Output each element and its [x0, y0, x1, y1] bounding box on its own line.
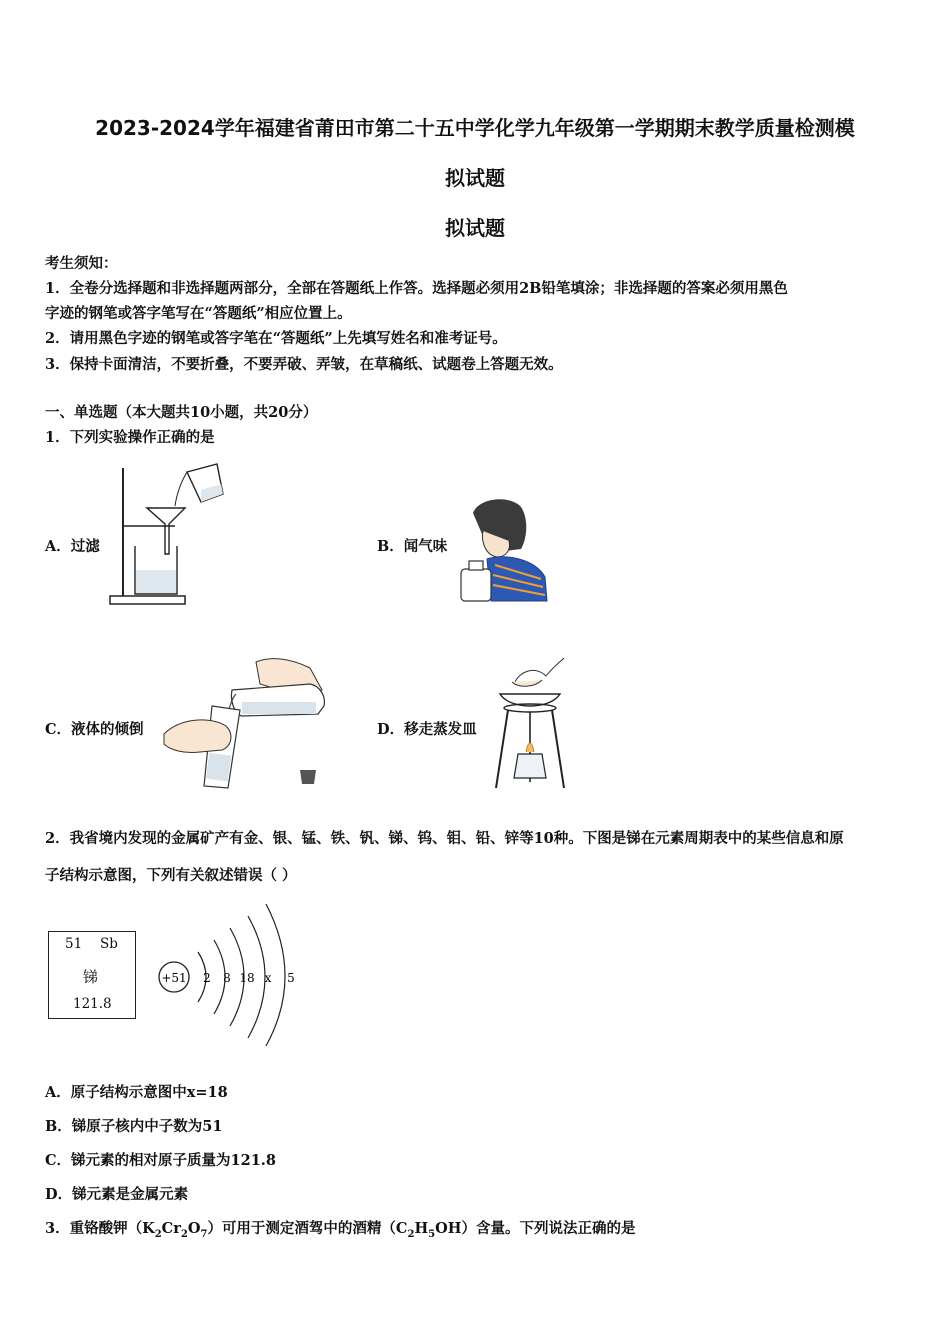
shell-electrons-1: 2: [203, 971, 211, 985]
notice-item-2: 2．请用黑色字迹的钢笔或答字笔在“答题纸”上先填写姓名和准考证号。: [45, 330, 507, 347]
q1-option-b: B．闻气味: [377, 538, 448, 555]
exam-title-line2: 拟试题: [445, 166, 505, 190]
section-heading: 一、单选题（本大题共10小题，共20分）: [45, 404, 318, 421]
element-atomic-number: 51: [65, 936, 83, 952]
exam-title-line1: 2023-2024学年福建省莆田市第二十五中学化学九年级第一学期期末教学质量检测模: [95, 116, 855, 140]
q1-option-c: C．液体的倾倒: [45, 721, 144, 738]
element-atomic-mass: 121.8: [73, 996, 112, 1012]
element-symbol: Sb: [100, 936, 118, 952]
element-name: 锑: [83, 968, 99, 986]
pouring-figure: [160, 654, 335, 789]
q2-stem-b: 子结构示意图，下列有关叙述错误（ ）: [45, 867, 297, 884]
q3-stem: 3．重铬酸钾$(K_2Cr_2O_7)$可用于测定酒驾中的酒精$(C_2H_5OH)$含量。下列说法正确的是: [45, 1220, 636, 1240]
shell-electrons-4: x: [264, 971, 272, 985]
element-card: [48, 931, 136, 1019]
exam-title-line3: 拟试题: [445, 216, 505, 240]
q1-option-a: A．过滤: [45, 538, 100, 555]
q2-option-a: A．原子结构示意图中x=18: [45, 1084, 228, 1101]
filtration-figure: [105, 458, 230, 608]
notice-item-1a: 1．全卷分选择题和非选择题两部分，全部在答题纸上作答。选择题必须用2B铅笔填涂；非选择题的答案必须用黑色: [45, 280, 788, 297]
evaporation-figure: [490, 654, 570, 794]
q2-option-d: D．锑元素是金属元素: [45, 1186, 189, 1203]
shell-electrons-5: 5: [287, 971, 295, 985]
notice-item-1b: 字迹的钢笔或答字笔写在“答题纸”相应位置上。: [45, 305, 352, 322]
notice-item-3: 3．保持卡面清洁，不要折叠，不要弄破、弄皱，在草稿纸、试题卷上答题无效。: [45, 356, 563, 373]
q1-stem: 1．下列实验操作正确的是: [45, 429, 215, 446]
q2-stem-a: 2．我省境内发现的金属矿产有金、银、锰、铁、钒、锑、钨、钼、铅、锌等10种。下图是锑在元素周期表中的某些信息和原: [45, 830, 844, 847]
notice-heading: 考生须知：: [45, 255, 118, 272]
nucleus-charge: +51: [161, 971, 187, 985]
shell-electrons-3: 18: [239, 971, 255, 985]
q1-option-d: D．移走蒸发皿: [377, 721, 477, 738]
atomic-structure-diagram: [150, 900, 310, 1050]
q2-option-c: C．锑元素的相对原子质量为121.8: [45, 1152, 276, 1169]
smelling-figure: [455, 495, 555, 605]
q2-option-b: B．锑原子核内中子数为51: [45, 1118, 223, 1135]
shell-electrons-2: 8: [223, 971, 231, 985]
